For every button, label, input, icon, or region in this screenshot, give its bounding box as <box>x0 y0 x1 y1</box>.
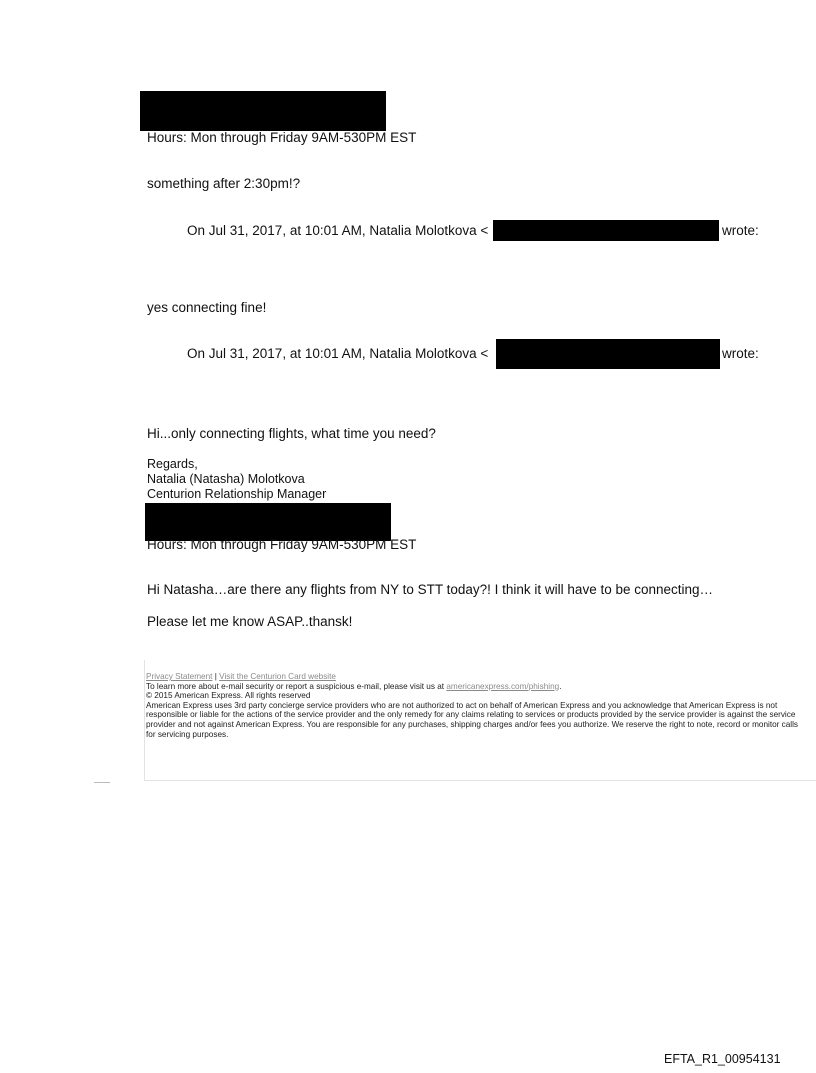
footer-disclaimer-line-1: American Express uses 3rd party concierge service providers who are not authorized to act on behalf of American Express and you acknowledge that American Express is not <box>146 700 778 710</box>
reply-message-2: yes connecting fine! <box>147 300 267 315</box>
email-footer <box>146 672 816 739</box>
quote-header-2-wrote: wrote: <box>722 346 759 361</box>
security-text: To learn more about e-mail security or report a suspicious e-mail, please visit us at <box>146 681 447 691</box>
original-followup: Please let me know ASAP..thansk! <box>147 614 353 629</box>
reply-message-1: something after 2:30pm!? <box>147 176 301 191</box>
footer-copyright: © 2015 American Express. All rights reserved <box>146 691 311 701</box>
privacy-statement-link[interactable]: Privacy Statement <box>146 672 213 681</box>
footer-security-row <box>146 682 816 692</box>
centurion-website-link[interactable]: Visit the Centurion Card website <box>219 672 336 681</box>
quote-header-1 <box>187 223 488 239</box>
quote-header-1-prefix: On Jul 31, 2017, at 10:01 AM, Natalia Molotkova < <box>187 223 489 238</box>
signature-name: Natalia (Natasha) Molotkova <box>147 472 305 486</box>
page-tick-mark <box>94 782 110 783</box>
quote-header-2-prefix: On Jul 31, 2017, at 10:01 AM, Natalia Molotkova < <box>187 346 489 361</box>
redaction-block-top <box>140 91 386 131</box>
footer-frame-left-border <box>144 660 145 781</box>
signature-regards: Regards, <box>147 457 198 471</box>
original-message: Hi Natasha…are there any flights from NY to STT today?! I think it will have to be connecting… <box>147 582 714 597</box>
redaction-block-signature <box>145 503 391 541</box>
signature-title: Centurion Relationship Manager <box>147 487 327 501</box>
footer-disclaimer-line-4: for servicing purposes. <box>146 729 229 739</box>
hours-line-1: Hours: Mon through Friday 9AM-530PM EST <box>147 130 417 145</box>
security-text-end: . <box>559 681 562 691</box>
footer-link-separator: | <box>212 672 220 681</box>
footer-frame-bottom-border <box>144 780 816 781</box>
footer-disclaimer-line-2: responsible or liable for the actions of the service provider and the only remedy for any claims relating to services or products provided by the service provider is against the service <box>146 710 796 720</box>
phishing-link[interactable]: americanexpress.com/phishing <box>446 681 560 691</box>
footer-disclaimer-line-3: provider and not against American Express. You are responsible for any purchases, shipping charges and/or fees you authorize. We reserve the right to note, record or monitor calls <box>146 719 799 729</box>
quote-header-2 <box>187 346 488 362</box>
redaction-email-quote-2 <box>496 339 720 369</box>
reply-message-3: Hi...only connecting flights, what time you need? <box>147 426 436 441</box>
document-id: EFTA_R1_00954131 <box>664 1052 781 1066</box>
redaction-email-quote-1 <box>493 220 719 241</box>
quote-header-1-wrote: wrote: <box>722 223 759 238</box>
hours-line-2: Hours: Mon through Friday 9AM-530PM EST <box>147 537 417 552</box>
footer-links-row <box>146 672 816 682</box>
